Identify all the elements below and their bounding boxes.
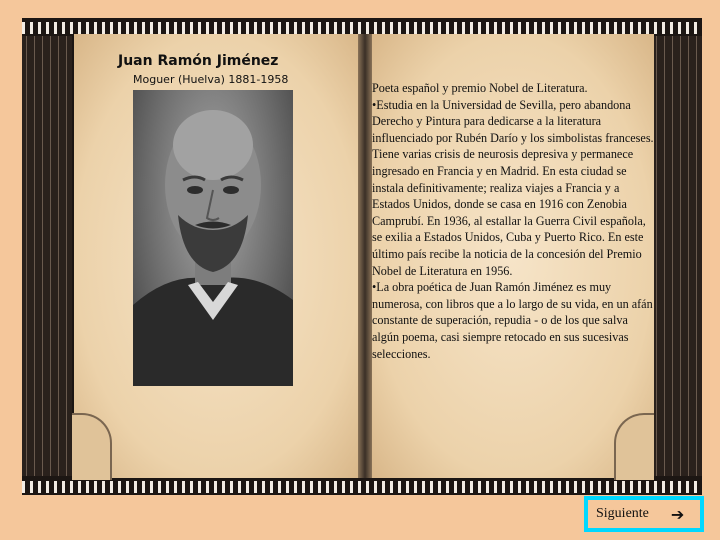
film-strip-bottom (22, 481, 702, 493)
portrait-photo (133, 90, 293, 386)
page-curl-right (614, 413, 654, 480)
film-strip-top (22, 22, 702, 34)
arrow-right-icon: ➔ (670, 504, 685, 524)
bio-paragraph: •Estudia en la Universidad de Sevilla, pero abandona Derecho y Pintura para dedicarse a la literatura influenciado por Rubén Darío y los simbolistas franceses. Tiene varias crisis de neurosis depresiva y permanece ingresado en Francia y en Madrid. En esta ciudad se instala definitivamente; realiza viajes a Francia y a Estados Unidos, donde se casa en 1916 con Zenobia Camprubí. En 1936, al estallar la Guerra Civil española, se exilia a Estados Unidos, Cuba y Puerto Rico. En este último país recibe la noticia de la concesión del Premio Nobel de Literatura en 1956. (372, 97, 654, 278)
bio-paragraph: Poeta español y premio Nobel de Literatura. (372, 81, 588, 95)
book-spine (358, 34, 372, 478)
book-edge-right (652, 36, 702, 476)
book-edge-left (22, 36, 72, 476)
next-button-label: Siguiente (596, 506, 649, 521)
page-subtitle: Moguer (Huelva) 1881-1958 (133, 73, 289, 86)
next-button[interactable] (584, 496, 704, 532)
bio-paragraph: •La obra poética de Juan Ramón Jiménez es muy numerosa, con libros que a lo largo de su vida, en un afán constante de superación, repudia - o de los que salva algún poema, casi siempre retocado en sus sucesivas selecciones. (372, 280, 653, 361)
biography-text (372, 80, 654, 362)
page-title: Juan Ramón Jiménez (118, 53, 279, 69)
